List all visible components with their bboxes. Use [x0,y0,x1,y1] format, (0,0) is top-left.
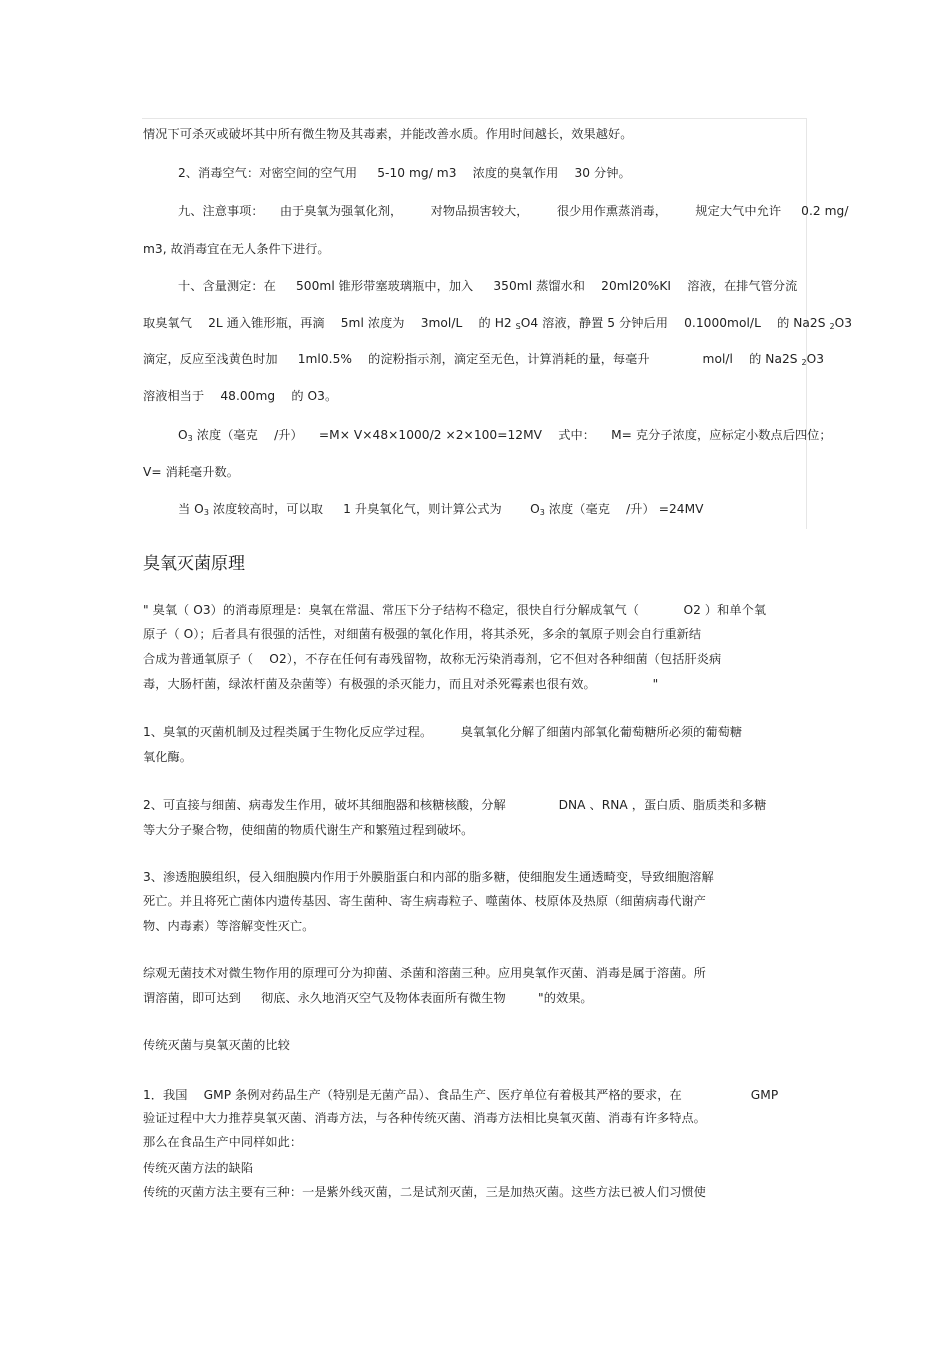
subscript: 2 [801,358,807,367]
text-fragment: 浓度较高时，可以取 1 升臭氧化气，则计算公式为 O [208,502,540,516]
subscript: 3 [187,434,193,443]
text-line: " 臭氧（ O3）的消毒原理是：臭氧在常温、常压下分子结构不稳定，很快自行分解成氧气（ O2 ）和单个氧 [143,603,767,617]
text-line: 那么在食品生产中同样如此： [143,1135,303,1149]
text-fragment: O4 溶液，静置 5 分钟后用 0.1000mol/L 的 Na2S [520,316,830,330]
subscript: 3 [203,508,209,517]
text-line [178,427,832,447]
subsection-heading: 传统灭菌与臭氧灭菌的比较 [143,1038,290,1052]
section-title: 臭氧灭菌原理 [143,554,245,574]
text-line: 溶液相当于 48.00mg 的 O3。 [143,389,338,403]
text-fragment: 滴定，反应至浅黄色时加 1ml0.5% 的淀粉指示剂，滴定至无色，计算消耗的量，每毫升 mol/l 的 Na2S [143,352,802,366]
text-fragment: O [178,428,188,442]
text-line: 1、臭氧的灭菌机制及过程类属于生物化反应学过程。 臭氧氧化分解了细菌内部氧化葡萄糖所必须的葡萄糖 [143,725,743,739]
text-line: V= 消耗毫升数。 [143,465,239,479]
subscript: S [515,322,521,331]
text-line: 1．我国 GMP 条例对药品生产（特别是无菌产品）、食品生产、医疗单位有着极其严格的要求，在 GMP [143,1088,779,1102]
text-line: 3、渗透胞膜组织，侵入细胞膜内作用于外膜脂蛋白和内部的脂多糖，使细胞发生通透畸变，导致细胞溶解 [143,870,714,884]
text-fragment: 当 O [178,502,204,516]
text-line: 传统的灭菌方法主要有三种：一是紫外线灭菌，二是试剂灭菌，三是加热灭菌。这些方法已被人们习惯使 [143,1185,706,1199]
text-fragment: 浓度（毫克 /升） =24MV [544,502,704,516]
text-line: m3, 故消毒宜在无人条件下进行。 [143,242,330,256]
text-line: 死亡。并且将死亡菌体内遗传基因、寄生菌种、寄生病毒粒子、噬菌体、枝原体及热原（细菌病毒代谢产 [143,894,706,908]
text-line: 谓溶菌，即可达到 彻底、永久地消灭空气及物体表面所有微生物 "的效果。 [143,991,593,1005]
text-line: 合成为普通氧原子（ O2），不存在任何有毒残留物，故称无污染消毒剂，它不但对各种细菌（包括肝炎病 [143,652,722,666]
text-fragment: O3 [806,352,825,366]
text-line: 情况下可杀灭或破坏其中所有微生物及其毒素，并能改善水质。作用时间越长，效果越好。 [143,127,633,141]
text-line [178,501,704,521]
subscript: 2 [829,322,835,331]
text-line: 验证过程中大力推荐臭氧灭菌、消毒方法，与各种传统灭菌、消毒方法相比臭氧灭菌、消毒有许多特点。 [143,1111,706,1125]
text-line: 2、消毒空气：对密空间的空气用 5-10 mg/ m3 浓度的臭氧作用 30 分钟。 [178,166,631,180]
text-line: 等大分子聚合物，使细菌的物质代谢生产和繁殖过程到破坏。 [143,823,474,837]
text-line [143,351,824,371]
text-fragment: 取臭氧气 2L 通入锥形瓶，再滴 5ml 浓度为 3mol/L 的 H2 [143,316,516,330]
text-line: 氧化酶。 [143,750,192,764]
text-line: 十、含量测定：在 500ml 锥形带塞玻璃瓶中，加入 350ml 蒸馏水和 20ml20%KI 溶液，在排气管分流 [178,279,798,293]
subsection-heading: 传统灭菌方法的缺陷 [143,1161,254,1175]
text-line: 毒，大肠杆菌，绿浓杆菌及杂菌等）有极强的杀灭能力，而且对杀死霉素也很有效。 " [143,677,659,691]
text-line [143,315,852,335]
text-line: 九、注意事项： 由于臭氧为强氧化剂， 对物品损害较大， 很少用作熏蒸消毒， 规定大气中允许 0.2 mg/ [178,204,849,218]
text-line: 2、可直接与细菌、病毒发生作用，破坏其细胞器和核糖核酸，分解 DNA 、RNA ，蛋白质、脂质类和多糖 [143,798,767,812]
text-line: 原子（ O）；后者具有很强的活性，对细菌有极强的氧化作用，将其杀死，多余的氧原子则会自行重新结 [143,627,702,641]
text-fragment: O3 [834,316,853,330]
subscript: 3 [539,508,545,517]
text-line: 综观无菌技术对微生物作用的原理可分为抑菌、杀菌和溶菌三种。应用臭氧作灭菌、消毒是属于溶菌。所 [143,966,706,980]
text-fragment: 浓度（毫克 /升） =M× V×48×1000/2 ×2×100=12MV 式中： M= 克分子浓度，应标定小数点后四位； [192,428,832,442]
text-line: 物、内毒素）等溶解变性灭亡。 [143,919,315,933]
